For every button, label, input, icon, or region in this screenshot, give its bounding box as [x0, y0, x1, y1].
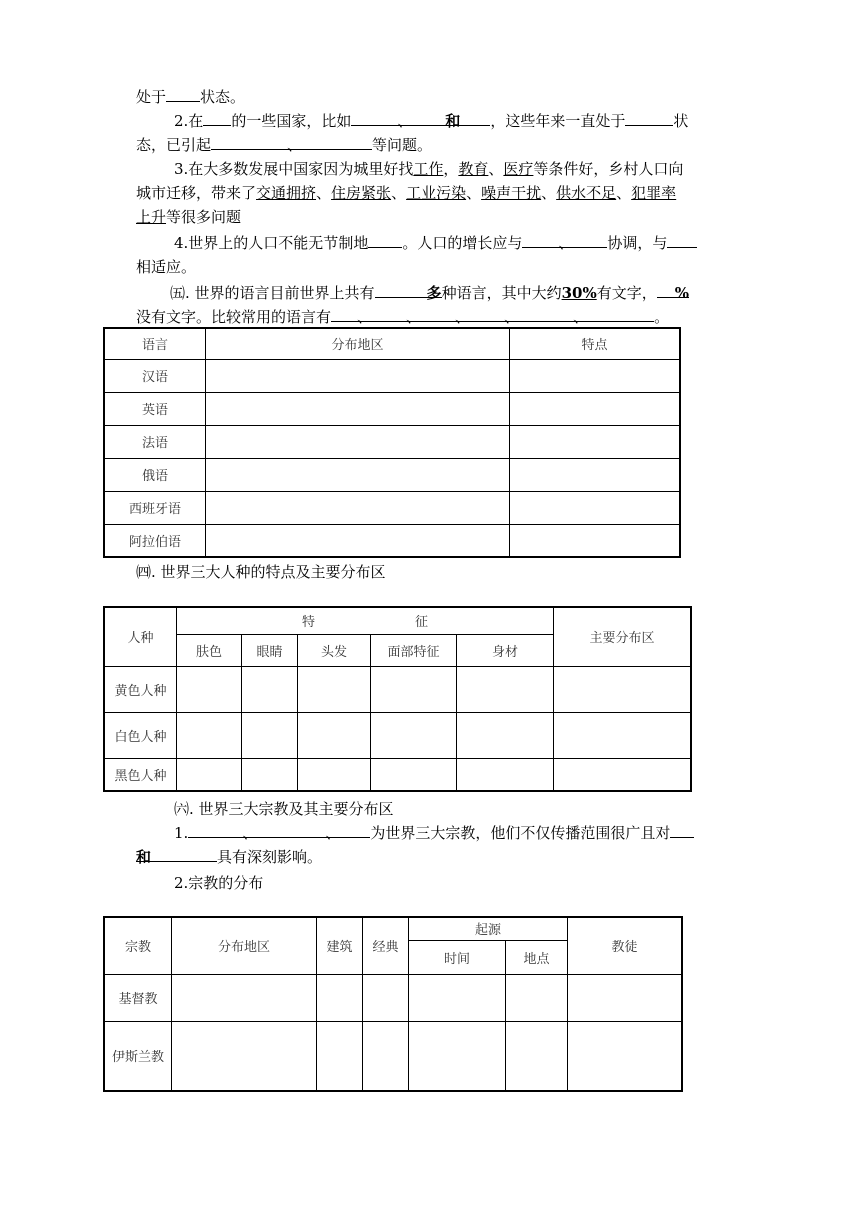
text: 、	[287, 136, 303, 154]
blank	[519, 306, 573, 322]
answer-cell[interactable]	[172, 1021, 317, 1091]
text: 30%	[561, 284, 597, 302]
text: 供水不足	[556, 184, 617, 202]
answer-cell[interactable]	[206, 491, 510, 524]
text: 城市迁移，带来了	[136, 184, 257, 202]
answer-cell[interactable]	[371, 712, 457, 758]
sentence-2-line-2	[136, 134, 432, 156]
text: %	[674, 284, 689, 302]
header-cell: 身材	[457, 634, 554, 666]
answer-cell[interactable]	[457, 758, 554, 791]
header-cell: 地点	[506, 940, 568, 974]
row-label: 黄色人种	[104, 666, 177, 712]
blank	[460, 110, 490, 126]
table-row	[104, 666, 691, 712]
text: 具有深刻影响。	[217, 848, 323, 866]
text: 等条件好，乡村人口向	[533, 160, 684, 178]
header-cell: 人种	[104, 607, 177, 666]
text: 、	[558, 234, 574, 252]
answer-cell[interactable]	[206, 392, 510, 425]
header-cell	[177, 607, 554, 634]
answer-cell[interactable]	[409, 1021, 506, 1091]
table-header-row	[104, 917, 682, 940]
text: 3.在大多数发展中国家因为城里好找	[174, 160, 414, 178]
text: 1.	[174, 824, 189, 842]
text: 、	[397, 112, 413, 130]
text: 等很多问题	[166, 208, 242, 226]
text: 交通拥挤	[256, 184, 317, 202]
text: 噪声干扰	[481, 184, 542, 202]
answer-cell[interactable]	[206, 524, 510, 557]
blank	[211, 134, 287, 150]
blank	[625, 110, 673, 126]
sentence-2-line-1	[174, 110, 688, 132]
answer-cell[interactable]	[242, 758, 298, 791]
blank	[667, 232, 697, 248]
blank	[166, 86, 200, 102]
text: 、	[242, 824, 258, 842]
race-table	[103, 606, 692, 792]
header-cell: 面部特征	[371, 634, 457, 666]
text: 和	[445, 112, 461, 130]
answer-cell[interactable]	[510, 491, 681, 524]
blank	[421, 306, 455, 322]
answer-cell[interactable]	[510, 524, 681, 557]
blank	[188, 822, 242, 838]
text: 相适应。	[136, 258, 197, 276]
blank	[340, 822, 370, 838]
answer-cell[interactable]	[554, 666, 692, 712]
answer-cell[interactable]	[298, 666, 371, 712]
answer-cell[interactable]	[177, 666, 242, 712]
answer-cell[interactable]	[506, 1021, 568, 1091]
table-row	[104, 359, 680, 392]
blank	[375, 282, 427, 298]
header-cell: 分布地区	[172, 917, 317, 974]
answer-cell[interactable]	[317, 1021, 363, 1091]
row-label: 白色人种	[104, 712, 177, 758]
answer-cell[interactable]	[510, 458, 681, 491]
row-label: 西班牙语	[104, 491, 206, 524]
answer-cell[interactable]	[298, 758, 371, 791]
blank	[351, 110, 397, 126]
table-row	[104, 758, 691, 791]
answer-cell[interactable]	[510, 359, 681, 392]
answer-cell[interactable]	[568, 974, 683, 1021]
sentence-3-line-1	[174, 158, 683, 180]
row-label: 英语	[104, 392, 206, 425]
text: 教育	[458, 160, 489, 178]
text: 状	[673, 112, 689, 130]
text: 。人口的增长应与	[402, 234, 523, 252]
header-cell: 特点	[510, 328, 681, 359]
row-label: 法语	[104, 425, 206, 458]
header-cell: 教徒	[568, 917, 683, 974]
blank	[331, 306, 357, 322]
row-label: 阿拉伯语	[104, 524, 206, 557]
blank	[670, 822, 694, 838]
text: 没有文字。比较常用的语言有	[136, 308, 332, 326]
answer-cell[interactable]	[457, 712, 554, 758]
text: ㈥. 世界三大宗教及其主要分布区	[174, 800, 394, 818]
blank	[588, 306, 654, 322]
answer-cell[interactable]	[242, 666, 298, 712]
text: 的一些国家，比如	[231, 112, 352, 130]
blank	[372, 306, 406, 322]
text: 、	[541, 184, 557, 202]
header-cell: 语言	[104, 328, 206, 359]
table-row	[104, 425, 680, 458]
answer-cell[interactable]	[506, 974, 568, 1021]
text: 犯罪率	[631, 184, 677, 202]
table-header-row	[104, 328, 680, 359]
race-section-title	[136, 561, 386, 583]
table-row	[104, 1021, 682, 1091]
answer-cell[interactable]	[242, 712, 298, 758]
text: 、	[573, 308, 589, 326]
answer-cell[interactable]	[371, 758, 457, 791]
religion-sentence-line-2	[136, 846, 322, 868]
text: 等问题。	[372, 136, 433, 154]
text: 工业污染	[406, 184, 467, 202]
table-row	[104, 458, 680, 491]
header-cell: 眼睛	[242, 634, 298, 666]
answer-cell[interactable]	[409, 974, 506, 1021]
religion-distribution-title	[174, 872, 263, 894]
row-label: 伊斯兰教	[104, 1021, 172, 1091]
religion-section-title	[174, 798, 394, 820]
text: 为世界三大宗教，他们不仅传播范围很广且对	[370, 824, 671, 842]
blank	[405, 110, 445, 126]
answer-cell[interactable]	[554, 712, 692, 758]
text: 多	[426, 284, 442, 302]
answer-cell[interactable]	[206, 425, 510, 458]
header-cell: 分布地区	[206, 328, 510, 359]
answer-cell[interactable]	[363, 974, 409, 1021]
blank	[257, 822, 325, 838]
answer-cell[interactable]	[457, 666, 554, 712]
answer-cell[interactable]	[568, 1021, 683, 1091]
text: 上升	[136, 208, 167, 226]
text: 、	[616, 184, 632, 202]
sentence-4-line-2	[136, 256, 196, 278]
sentence-3-line-3	[136, 206, 241, 228]
language-table	[103, 327, 681, 558]
text: 、	[488, 160, 504, 178]
text: 有文字，	[596, 284, 657, 302]
answer-cell[interactable]	[510, 392, 681, 425]
answer-cell[interactable]	[206, 359, 510, 392]
header-cell: 肤色	[177, 634, 242, 666]
answer-cell[interactable]	[298, 712, 371, 758]
religion-table	[103, 916, 683, 1092]
header-cell: 宗教	[104, 917, 172, 974]
sentence-5-line-2	[136, 306, 669, 328]
row-label: 汉语	[104, 359, 206, 392]
answer-cell[interactable]	[371, 666, 457, 712]
table-header-row	[104, 607, 691, 634]
header-cell: 经典	[363, 917, 409, 974]
text: ，这些年来一直处于	[490, 112, 626, 130]
text: 状态。	[200, 88, 246, 106]
text: 种语言，其中大约	[441, 284, 562, 302]
answer-cell[interactable]	[510, 425, 681, 458]
text: 、	[504, 308, 520, 326]
header-cell: 起源	[409, 917, 568, 940]
answer-cell[interactable]	[177, 758, 242, 791]
header-cell: 时间	[409, 940, 506, 974]
text: 和	[136, 848, 152, 866]
answer-cell[interactable]	[317, 974, 363, 1021]
text: 、	[316, 184, 332, 202]
text: 、	[391, 184, 407, 202]
religion-sentence-line-1	[174, 822, 694, 844]
sentence-4-line-1	[174, 232, 697, 254]
blank	[573, 232, 607, 248]
text: 住房紧张	[331, 184, 392, 202]
text: 处于	[136, 88, 167, 106]
text: 、	[466, 184, 482, 202]
text: 医疗	[503, 160, 534, 178]
text: 。	[654, 308, 670, 326]
blank	[657, 282, 675, 298]
blank	[151, 846, 217, 862]
text: ，	[443, 160, 459, 178]
table-row	[104, 974, 682, 1021]
answer-cell[interactable]	[172, 974, 317, 1021]
table-row	[104, 712, 691, 758]
table-row	[104, 491, 680, 524]
answer-cell[interactable]	[177, 712, 242, 758]
answer-cell[interactable]	[206, 458, 510, 491]
text: 征	[415, 615, 429, 631]
row-label: 俄语	[104, 458, 206, 491]
answer-cell[interactable]	[554, 758, 692, 791]
text: 、	[455, 308, 471, 326]
text: 协调，与	[607, 234, 668, 252]
text: 特	[301, 615, 315, 631]
blank	[470, 306, 504, 322]
text: 2.宗教的分布	[174, 874, 264, 892]
text: ㈣. 世界三大人种的特点及主要分布区	[136, 563, 386, 581]
table-row	[104, 392, 680, 425]
text: ㈤. 世界的语言目前世界上共有	[170, 284, 375, 302]
text: 、	[406, 308, 422, 326]
table-row	[104, 524, 680, 557]
sentence-state	[136, 86, 245, 108]
text: 2.在	[174, 112, 204, 130]
text: 、	[357, 308, 373, 326]
text: 工作	[413, 160, 444, 178]
sentence-3-line-2	[136, 182, 676, 204]
blank	[522, 232, 558, 248]
blank	[368, 232, 402, 248]
blank	[302, 134, 372, 150]
row-label: 黑色人种	[104, 758, 177, 791]
text: 、	[325, 824, 341, 842]
sentence-5-line-1	[170, 282, 689, 304]
row-label: 基督教	[104, 974, 172, 1021]
text: 4.世界上的人口不能无节制地	[174, 234, 369, 252]
header-cell: 建筑	[317, 917, 363, 974]
blank	[203, 110, 231, 126]
text: 态，已引起	[136, 136, 212, 154]
header-cell: 主要分布区	[554, 607, 692, 666]
header-cell: 头发	[298, 634, 371, 666]
answer-cell[interactable]	[363, 1021, 409, 1091]
